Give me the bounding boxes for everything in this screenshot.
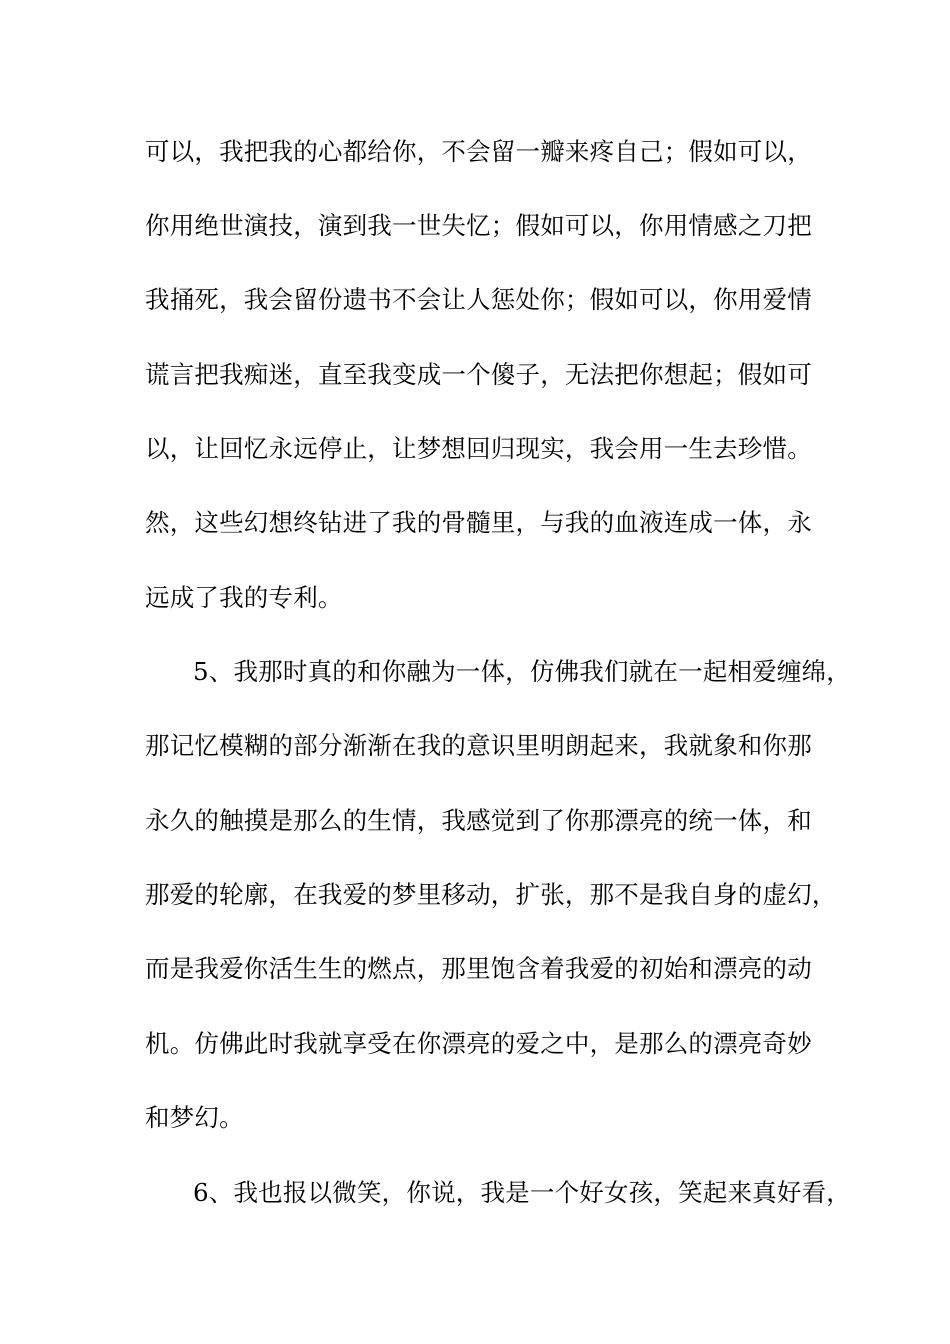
text-line: 然，这些幻想终钻进了我的骨髓里，与我的血液连成一体，永: [145, 508, 812, 537]
text-line: 那记忆模糊的部分渐渐在我的意识里明朗起来，我就象和你那: [145, 731, 812, 760]
text-line: 那爱的轮廓，在我爱的梦里移动，扩张，那不是我自身的虚幻，: [145, 880, 837, 909]
text-line: 可以，我把我的心都给你，不会留一瓣来疼自己；假如可以，: [145, 137, 812, 166]
text-line: 我捅死，我会留份遗书不会让人惩处你；假如可以，你用爱情: [145, 285, 812, 314]
text-line: 以，让回忆永远停止，让梦想回归现实，我会用一生去珍惜。: [145, 434, 812, 463]
paragraph-start-line: 6、我也报以微笑，你说，我是一个好女孩，笑起来真好看，: [193, 1178, 851, 1207]
text-line: 永久的触摸是那么的生情，我感觉到了你那漂亮的统一体，和: [145, 806, 812, 835]
text-line: 远成了我的专利。: [145, 583, 343, 612]
text-line: 机。仿佛此时我就享受在你漂亮的爱之中，是那么的漂亮奇妙: [145, 1029, 812, 1058]
text-line: 谎言把我痴迷，直至我变成一个傻子，无法把你想起；假如可: [145, 360, 812, 389]
text-line: 你用绝世演技，演到我一世失忆；假如可以，你用情感之刀把: [145, 211, 812, 240]
paragraph-start-line: 5、我那时真的和你融为一体，仿佛我们就在一起相爱缠绵，: [193, 657, 851, 686]
text-line: 而是我爱你活生生的燃点，那里饱含着我爱的初始和漂亮的动: [145, 954, 812, 983]
text-line: 和梦幻。: [145, 1103, 244, 1132]
